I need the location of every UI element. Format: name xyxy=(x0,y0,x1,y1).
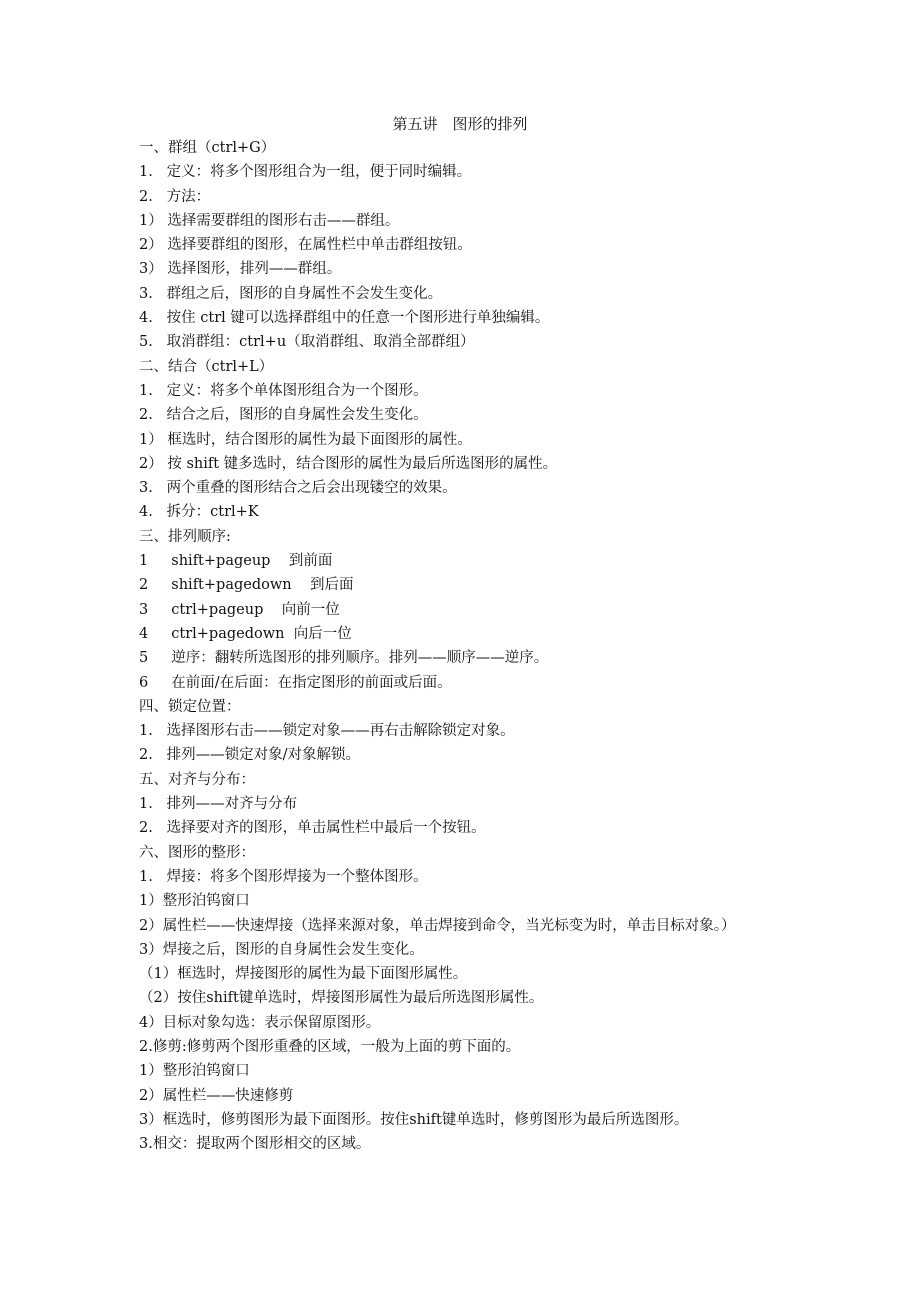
paragraph-line: （1）框选时，焊接图形的属性为最下面图形属性。 xyxy=(139,966,468,983)
section-heading-shaping: 六、图形的整形： xyxy=(139,844,255,861)
paragraph-line: 2. 结合之后，图形的自身属性会发生变化。 xyxy=(139,407,428,424)
paragraph-line: 1） 框选时，结合图形的属性为最下面图形的属性。 xyxy=(139,431,472,448)
paragraph-line: 4. 按住 ctrl 键可以选择群组中的任意一个图形进行单独编辑。 xyxy=(139,310,550,327)
paragraph-line: 3 ctrl+pageup 向前一位 xyxy=(139,601,340,618)
paragraph-line: 1. 定义：将多个图形组合为一组，便于同时编辑。 xyxy=(139,164,472,181)
paragraph-line: 3） 选择图形，排列——群组。 xyxy=(139,261,342,278)
section-heading-combine: 二、结合（ctrl+L） xyxy=(139,358,274,375)
paragraph-line: （2）按住shift键单选时，焊接图形属性为最后所选图形属性。 xyxy=(139,990,544,1007)
paragraph-line: 2） 按 shift 键多选时，结合图形的属性为最后所选图形的属性。 xyxy=(139,455,558,472)
paragraph-line: 4. 拆分：ctrl+K xyxy=(139,504,259,521)
paragraph-line: 3. 群组之后，图形的自身属性不会发生变化。 xyxy=(139,285,443,302)
paragraph-line: 3. 两个重叠的图形结合之后会出现镂空的效果。 xyxy=(139,480,457,497)
paragraph-line: 4）目标对象勾选：表示保留原图形。 xyxy=(139,1014,381,1031)
paragraph-line: 6 在前面/在后面：在指定图形的前面或后面。 xyxy=(139,674,452,691)
paragraph-line: 2） 选择要群组的图形，在属性栏中单击群组按钮。 xyxy=(139,237,472,254)
paragraph-line: 1. 排列——对齐与分布 xyxy=(139,796,298,813)
paragraph-line: 1. 定义：将多个单体图形组合为一个图形。 xyxy=(139,382,428,399)
paragraph-line: 1）整形泊钨窗口 xyxy=(139,893,250,910)
paragraph-line: 2. 排列——锁定对象/对象解锁。 xyxy=(139,747,361,764)
document-body xyxy=(139,136,783,1156)
section-heading-order: 三、排列顺序: xyxy=(139,528,231,545)
paragraph-line: 3.相交：提取两个图形相交的区域。 xyxy=(139,1136,371,1153)
paragraph-line: 2）属性栏——快速修剪 xyxy=(139,1087,294,1104)
paragraph-line: 3）焊接之后，图形的自身属性会发生变化。 xyxy=(139,941,424,958)
section-heading-group: 一、群组（ctrl+G） xyxy=(139,140,276,156)
paragraph-line: 1） 选择需要群组的图形右击——群组。 xyxy=(139,212,400,229)
paragraph-line: 1. 选择图形右击——锁定对象——再右击解除锁定对象。 xyxy=(139,723,515,740)
paragraph-line: 2. 选择要对齐的图形，单击属性栏中最后一个按钮。 xyxy=(139,820,486,837)
paragraph-line: 2.修剪:修剪两个图形重叠的区域，一般为上面的剪下面的。 xyxy=(139,1038,521,1055)
paragraph-line: 2. 方法： xyxy=(139,188,211,205)
paragraph-line: 3）框选时，修剪图形为最下面图形。按住shift键单选时，修剪图形为最后所选图形。 xyxy=(139,1111,689,1128)
paragraph-line: 4 ctrl+pagedown 向后一位 xyxy=(139,625,352,642)
paragraph-line: 5 逆序：翻转所选图形的排列顺序。排列——顺序——逆序。 xyxy=(139,650,549,667)
paragraph-line-wrapped: 2）属性栏——快速焊接（选择来源对象，单击焊接到命令，当光标变为时，单击目标对象。） xyxy=(139,917,736,934)
paragraph-line: 1）整形泊钨窗口 xyxy=(139,1063,250,1080)
paragraph-line: 1 shift+pageup 到前面 xyxy=(139,553,333,570)
paragraph-line: 5. 取消群组：ctrl+u（取消群组、取消全部群组） xyxy=(139,334,475,351)
paragraph-line: 2 shift+pagedown 到后面 xyxy=(139,577,354,594)
section-heading-lock: 四、锁定位置： xyxy=(139,698,241,715)
page-title: 第五讲 图形的排列 xyxy=(392,115,528,133)
paragraph-line: 1. 焊接：将多个图形焊接为一个整体图形。 xyxy=(139,868,428,885)
section-heading-align: 五、对齐与分布： xyxy=(139,771,255,788)
